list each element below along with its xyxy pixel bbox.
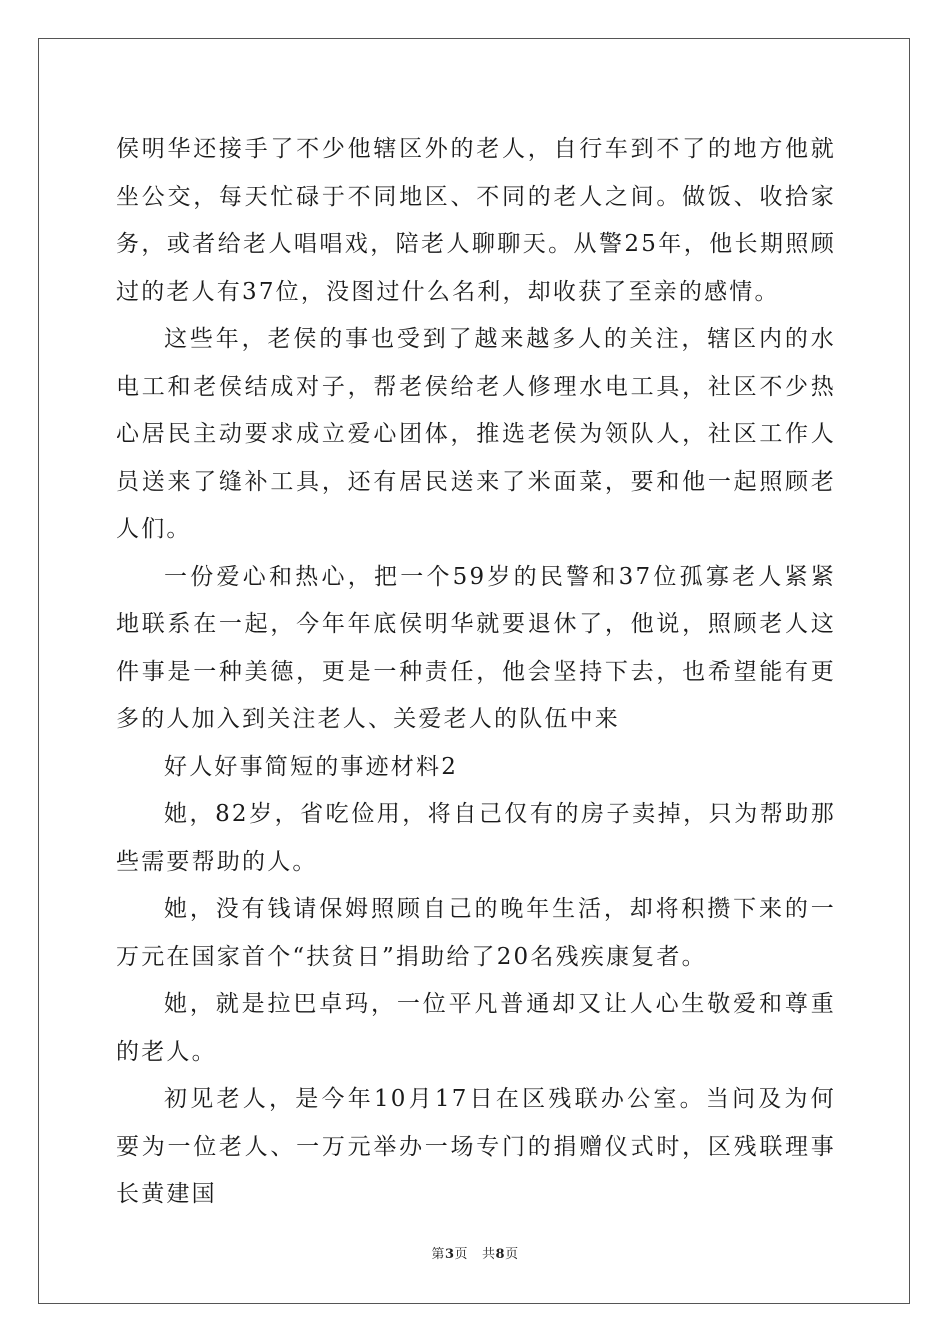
paragraph: 一份爱心和热心，把一个59岁的民警和37位孤寡老人紧紧地联系在一起，今年年底侯明华就要退休了，他说，照顾老人这件事是一种美德，更是一种责任，他会坚持下去，也希望能有更多的人加入到关注老人、关爱老人的队伍中来 xyxy=(116,563,836,732)
page-total-label: 共8页 xyxy=(482,1247,519,1262)
page-number-label: 第3页 xyxy=(431,1247,468,1262)
paragraph: 这些年，老侯的事也受到了越来越多人的关注，辖区内的水电工和老侯结成对子，帮老侯给老人修理水电工具，社区不少热心居民主动要求成立爱心团体，推选老侯为领队人，社区工作人员送来了缝补工具，还有居民送来了米面菜，要和他一起照顾老人们。 xyxy=(116,326,836,542)
section-title: 好人好事简短的事迹材料2 xyxy=(164,753,459,780)
document-body xyxy=(116,126,836,1219)
paragraph: 初见老人，是今年10月17日在区残联办公室。当问及为何要为一位老人、一万元举办一场专门的捐赠仪式时，区残联理事长黄建国 xyxy=(116,1086,836,1207)
paragraph: 她，就是拉巴卓玛，一位平凡普通却又让人心生敬爱和尊重的老人。 xyxy=(116,991,836,1065)
page-footer xyxy=(0,1243,950,1262)
paragraph: 她，没有钱请保姆照顾自己的晚年生活，却将积攒下来的一万元在国家首个“扶贫日”捐助给了20名残疾康复者。 xyxy=(116,896,836,970)
paragraph: 侯明华还接手了不少他辖区外的老人，自行车到不了的地方他就坐公交，每天忙碌于不同地区、不同的老人之间。做饭、收拾家务，或者给老人唱唱戏，陪老人聊聊天。从警25年，他长期照顾过的老人有37位，没图过什么名利，却收获了至亲的感情。 xyxy=(116,136,836,305)
paragraph: 她，82岁，省吃俭用，将自己仅有的房子卖掉，只为帮助那些需要帮助的人。 xyxy=(116,801,836,875)
